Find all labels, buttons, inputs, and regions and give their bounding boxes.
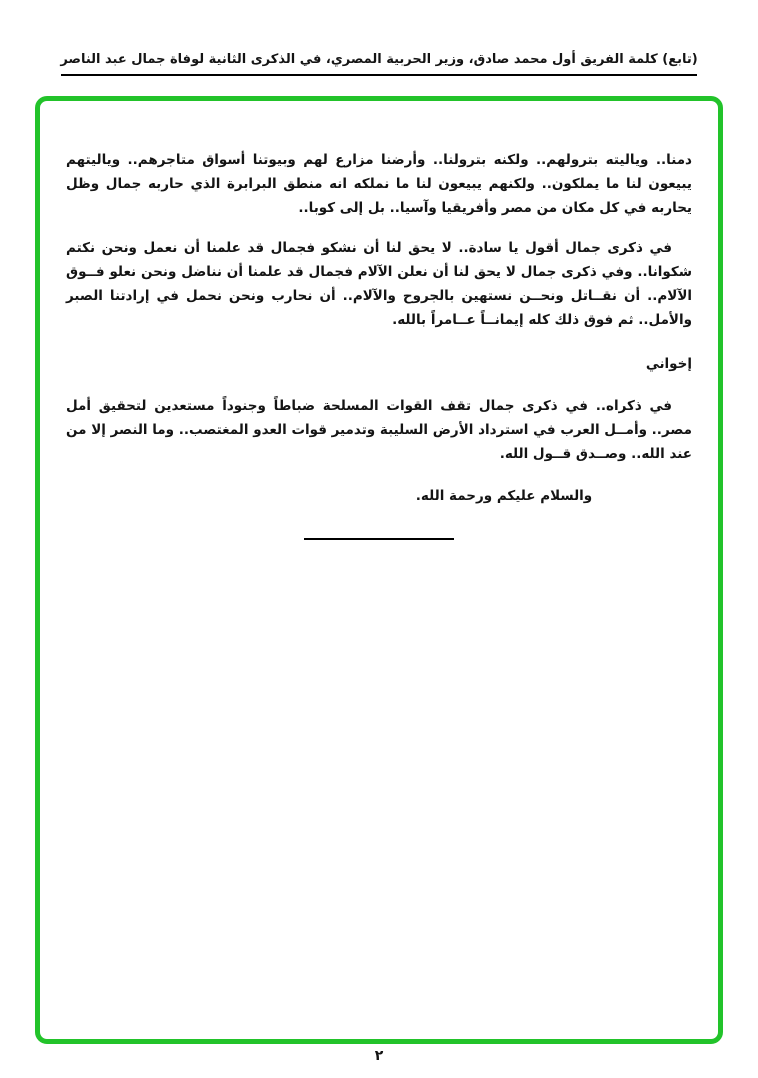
header-divider xyxy=(61,74,697,76)
page-number: ٢ xyxy=(374,1048,384,1064)
paragraph-3: في ذكراه.. في ذكرى جمال تقف القوات المسلحة ضباطاً وجنوداً مستعدين لتحقيق أمل مصر.. وأمــل العرب في استرداد الأرض السليبة وتدمير قوات العدو المغتصب.. وما النصر إلا من عند الله.. وصــدق قــول الله. xyxy=(66,398,692,463)
paragraph-1: دمنا.. وياليته بترولهم.. ولكنه بترولنا.. وأرضنا مزارع لهم وبيوتنا أسواق متاجرهم.. وياليتهم يبيعون لنا ما يملكون.. ولكنهم يبيعون لنا ما نملكه انه منطق البرابرة الذي حاربه جمال وظل يحاربه في كل مكان من مصر وأفريقيا وآسيا.. بل إلى كوبا.. xyxy=(66,152,692,217)
salutation-line: إخواني xyxy=(645,356,692,373)
content-frame xyxy=(35,96,723,1044)
closing-line: والسلام عليكم ورحمة الله. xyxy=(415,488,593,505)
document-title: (تابع) كلمة الفريق أول محمد صادق، وزير الحربية المصري، في الذكرى الثانية لوفاة جمال عبد الناصر xyxy=(60,52,698,67)
end-divider xyxy=(304,538,454,540)
document-header xyxy=(0,0,758,76)
paragraph-2: في ذكرى جمال أقول يا سادة.. لا يحق لنا أن نشكو فجمال قد علمنا أن نعمل ونحن نكتم شكوانا.. وفي ذكرى جمال لا يحق لنا أن نعلن الآلام فجمال قد علمنا أن نناضل ونحن نعلو فــوق الآلام.. أن نقــاتل ونحــن نستهين بالجروح والآلام.. أن نحارب ونحن نحمل في إرادتنا الصبر والأمل.. ثم فوق ذلك كله إيمانــاً عــامراً بالله. xyxy=(66,240,692,329)
